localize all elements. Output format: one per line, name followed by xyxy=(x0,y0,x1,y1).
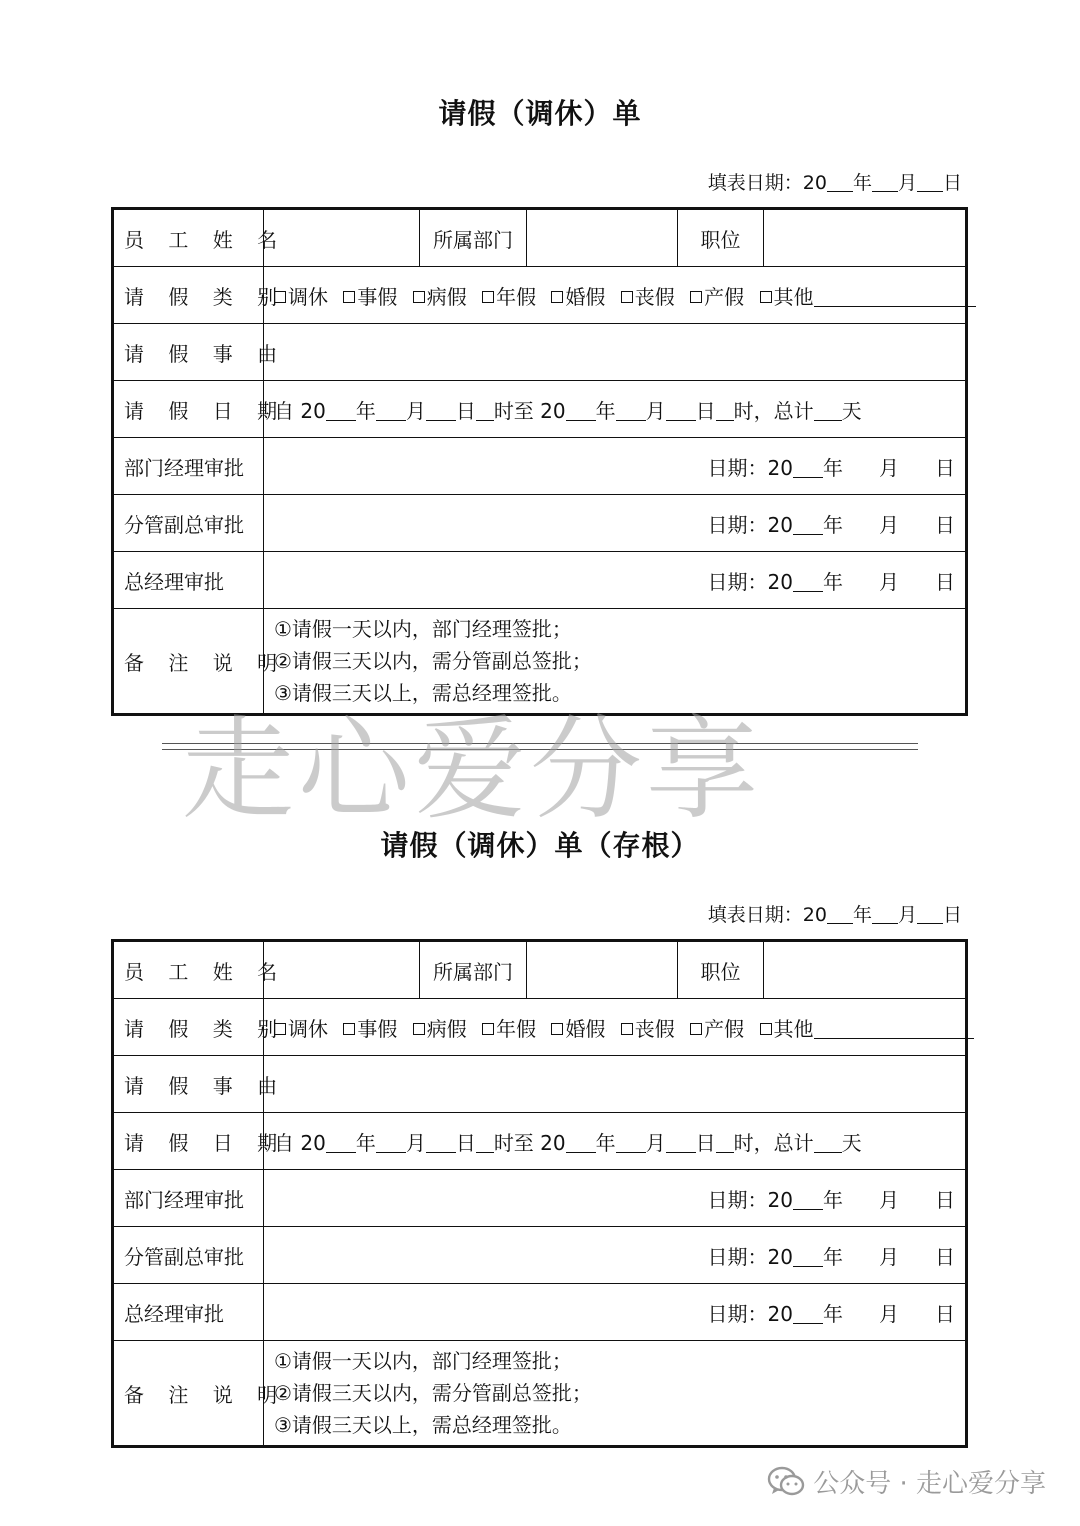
leave-type-option[interactable]: 病假 xyxy=(413,1017,467,1041)
note-line: ①请假一天以内，部门经理签批； xyxy=(274,617,572,641)
reason-row xyxy=(113,324,967,381)
checkbox-icon xyxy=(621,1023,633,1035)
leave-type-label: 请 假 类 别 xyxy=(113,267,264,324)
approval-row-vp xyxy=(113,1227,967,1284)
leave-type-option[interactable]: 产假 xyxy=(690,1017,744,1041)
dates-row xyxy=(113,1113,967,1170)
position-label: 职位 xyxy=(678,209,764,267)
leave-type-option[interactable]: 调休 xyxy=(274,285,328,309)
employee-row xyxy=(113,209,967,267)
form1-title: 请假（调休）单 xyxy=(438,97,642,130)
leave-type-option[interactable]: 年假 xyxy=(482,1017,536,1041)
employee-name-label: 员 工 姓 名 xyxy=(113,209,264,267)
employee-name-field[interactable] xyxy=(264,941,420,999)
leave-type-option[interactable]: 调休 xyxy=(274,1017,328,1041)
form2-title: 请假（调休）单（存根） xyxy=(380,829,700,862)
department-field[interactable] xyxy=(527,209,678,267)
note-line: ①请假一天以内，部门经理签批； xyxy=(274,1349,572,1373)
note-line: ②请假三天以内，需分管副总签批； xyxy=(274,1381,592,1405)
footer xyxy=(767,1463,1046,1500)
note-line: ③请假三天以上，需总经理签批。 xyxy=(274,1413,572,1437)
checkbox-icon xyxy=(760,1023,772,1035)
checkbox-icon xyxy=(690,1023,702,1035)
reason-label: 请 假 事 由 xyxy=(113,1056,264,1113)
approval-field[interactable]: 日期：20 年 月 日 xyxy=(264,495,967,552)
leave-type-row xyxy=(113,999,967,1056)
checkbox-icon xyxy=(482,1023,494,1035)
leave-type-option[interactable]: 婚假 xyxy=(551,1017,605,1041)
checkbox-icon xyxy=(343,291,355,303)
employee-row xyxy=(113,941,967,999)
checkbox-icon xyxy=(621,291,633,303)
checkbox-icon xyxy=(551,1023,563,1035)
checkbox-icon xyxy=(690,291,702,303)
note-line: ③请假三天以上，需总经理签批。 xyxy=(274,681,572,705)
dates-field[interactable]: 自 20 年 月 日 时至 20 年 月 日 时，总计 天 xyxy=(264,1113,967,1170)
checkbox-icon xyxy=(482,291,494,303)
leave-type-label: 请 假 类 别 xyxy=(113,999,264,1056)
leave-type-option[interactable]: 事假 xyxy=(343,285,397,309)
approval-label: 分管副总审批 xyxy=(113,1227,264,1284)
leave-type-option[interactable]: 丧假 xyxy=(621,285,675,309)
form1-table xyxy=(111,207,968,716)
approval-field[interactable]: 日期：20 年 月 日 xyxy=(264,1284,967,1341)
checkbox-icon xyxy=(274,1023,286,1035)
footer-text: 公众号 · 走心爱分享 xyxy=(813,1469,1046,1499)
form1-fill-date: 填表日期：20 年 月 日 xyxy=(707,172,962,194)
reason-row xyxy=(113,1056,967,1113)
employee-name-label: 员 工 姓 名 xyxy=(113,941,264,999)
position-label: 职位 xyxy=(678,941,764,999)
approval-field[interactable]: 日期：20 年 月 日 xyxy=(264,1170,967,1227)
position-field[interactable] xyxy=(764,941,967,999)
position-field[interactable] xyxy=(764,209,967,267)
note-line: ②请假三天以内，需分管副总签批； xyxy=(274,649,592,673)
dates-label: 请 假 日 期 xyxy=(113,381,264,438)
approval-label: 部门经理审批 xyxy=(113,1170,264,1227)
reason-field[interactable] xyxy=(264,324,967,381)
department-label: 所属部门 xyxy=(420,941,527,999)
leave-type-option-other[interactable]: 其他 xyxy=(760,1017,974,1041)
dates-label: 请 假 日 期 xyxy=(113,1113,264,1170)
department-label: 所属部门 xyxy=(420,209,527,267)
checkbox-icon xyxy=(274,291,286,303)
notes-label: 备 注 说 明 xyxy=(113,1341,264,1447)
leave-type-option[interactable]: 丧假 xyxy=(621,1017,675,1041)
reason-label: 请 假 事 由 xyxy=(113,324,264,381)
wechat-icon xyxy=(767,1466,805,1498)
checkbox-icon xyxy=(343,1023,355,1035)
notes-content xyxy=(264,1341,967,1447)
leave-type-options xyxy=(264,267,967,324)
leave-type-option[interactable]: 病假 xyxy=(413,285,467,309)
dates-row xyxy=(113,381,967,438)
checkbox-icon xyxy=(413,291,425,303)
department-field[interactable] xyxy=(527,941,678,999)
checkbox-icon xyxy=(551,291,563,303)
reason-field[interactable] xyxy=(264,1056,967,1113)
checkbox-icon xyxy=(760,291,772,303)
notes-row xyxy=(113,1341,967,1447)
notes-label: 备 注 说 明 xyxy=(113,609,264,715)
leave-type-option[interactable]: 产假 xyxy=(690,285,744,309)
approval-label: 分管副总审批 xyxy=(113,495,264,552)
approval-label: 总经理审批 xyxy=(113,552,264,609)
approval-field[interactable]: 日期：20 年 月 日 xyxy=(264,1227,967,1284)
approval-field[interactable]: 日期：20 年 月 日 xyxy=(264,438,967,495)
leave-type-option-other[interactable]: 其他 xyxy=(760,285,976,309)
form2-table xyxy=(111,939,968,1448)
approval-label: 部门经理审批 xyxy=(113,438,264,495)
leave-type-option[interactable]: 事假 xyxy=(343,1017,397,1041)
dates-field[interactable]: 自 20 年 月 日 时至 20 年 月 日 时，总计 天 xyxy=(264,381,967,438)
employee-name-field[interactable] xyxy=(264,209,420,267)
approval-row-dept xyxy=(113,438,967,495)
leave-type-row xyxy=(113,267,967,324)
approval-label: 总经理审批 xyxy=(113,1284,264,1341)
leave-type-options xyxy=(264,999,967,1056)
watermark: 走心爱分享 xyxy=(182,705,762,835)
approval-row-vp xyxy=(113,495,967,552)
leave-type-option[interactable]: 年假 xyxy=(482,285,536,309)
checkbox-icon xyxy=(413,1023,425,1035)
approval-row-gm xyxy=(113,1284,967,1341)
approval-row-dept xyxy=(113,1170,967,1227)
leave-type-option[interactable]: 婚假 xyxy=(551,285,605,309)
approval-field[interactable]: 日期：20 年 月 日 xyxy=(264,552,967,609)
form2-fill-date: 填表日期：20 年 月 日 xyxy=(707,904,962,926)
approval-row-gm xyxy=(113,552,967,609)
